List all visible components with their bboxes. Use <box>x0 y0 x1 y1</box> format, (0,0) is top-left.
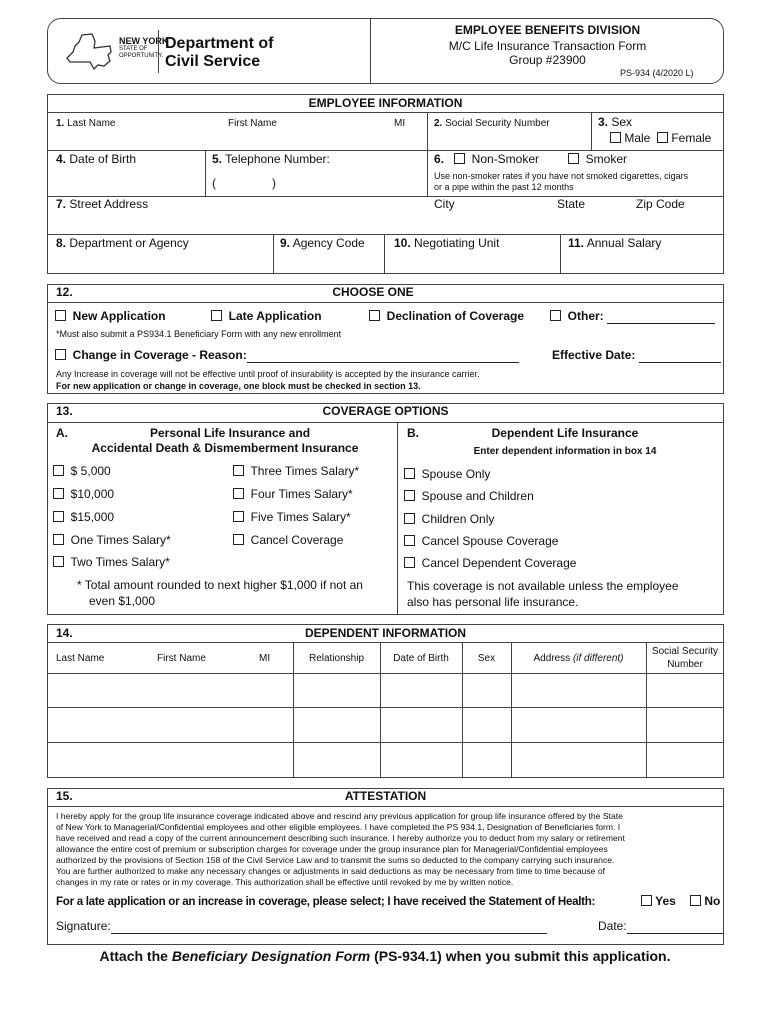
signature-label: Signature: <box>56 920 547 934</box>
divider <box>47 302 724 303</box>
dep-dob-header: Date of Birth <box>393 653 449 664</box>
divider <box>397 422 398 615</box>
signature-input-line[interactable] <box>111 922 547 934</box>
street-address-label: 7. Street Address <box>56 197 149 211</box>
male-checkbox[interactable] <box>610 132 621 143</box>
section-13-number: 13. <box>56 404 73 418</box>
five-times-salary-checkbox[interactable] <box>233 511 244 522</box>
dep-first-name-header: First Name <box>157 653 206 664</box>
attestation-title: ATTESTATION <box>344 789 427 803</box>
dep-last-name-header: Last Name <box>56 653 105 664</box>
coverage-5000-checkbox[interactable] <box>53 465 64 476</box>
divider <box>591 112 592 150</box>
telephone-area-close: ) <box>272 176 276 190</box>
salary-footnote-line2: even $1,000 <box>89 594 156 608</box>
two-times-salary-checkbox[interactable] <box>53 556 64 567</box>
children-only-checkbox[interactable] <box>404 513 415 524</box>
change-coverage-option[interactable]: Change in Coverage - Reason: <box>55 349 519 363</box>
spouse-only-checkbox[interactable] <box>404 468 415 479</box>
divider <box>47 642 724 643</box>
option-b-label: B. <box>407 426 419 440</box>
attestation-text-line4: allowance the entire cost of premium or subscription charges for coverage under the group insurance plan for Managerial/Confidential employees <box>56 844 608 854</box>
dep-relationship-header: Relationship <box>308 653 365 664</box>
option-a-label: A. <box>56 426 68 440</box>
annual-salary-label: 11. Annual Salary <box>568 236 662 250</box>
dep-ssn-header-line2: Number <box>667 659 703 670</box>
state-label: State <box>557 197 586 211</box>
smoker-checkbox[interactable] <box>568 153 579 164</box>
last-name-label: 1. Last Name <box>56 118 116 129</box>
section-12-number: 12. <box>56 285 73 299</box>
group-number: Group #23900 <box>509 53 586 67</box>
section-15-number: 15. <box>56 789 73 803</box>
coverage-5000-option[interactable]: $ 5,000 <box>53 465 111 479</box>
dep-mi-header: MI <box>259 653 271 664</box>
divider <box>384 234 385 274</box>
four-times-salary-option[interactable]: Four Times Salary* <box>233 488 353 502</box>
footer-instruction: Attach the Beneficiary Designation Form (PS-934.1) when you submit this application. <box>99 948 671 964</box>
ny-logo-text: NEW YORK <box>119 36 169 46</box>
choose-one-title: CHOOSE ONE <box>332 285 414 299</box>
dependent-footnote-line2: also has personal life insurance. <box>407 595 579 609</box>
divider <box>560 234 561 274</box>
attestation-text-line1: I hereby apply for the group life insurance coverage indicated above and rescind any previous application for group life insurance offered by the State <box>56 811 623 821</box>
divider <box>47 673 724 674</box>
logo-divider <box>158 30 159 73</box>
one-times-salary-checkbox[interactable] <box>53 534 64 545</box>
effective-date-input-line[interactable] <box>639 351 721 363</box>
agency-code-label: 9. Agency Code <box>280 236 365 250</box>
spouse-children-option[interactable]: Spouse and Children <box>404 490 534 504</box>
late-application-option[interactable]: Late Application <box>211 310 322 324</box>
smoker-note-line2: or a pipe within the past 12 months <box>434 182 574 192</box>
insurability-note: Any Increase in coverage will not be effective until proof of insurability is accepted by the insurance carrier. <box>56 369 480 379</box>
new-application-option[interactable]: New Application <box>55 310 166 324</box>
attestation-text-line2: of New York to Managerial/Confidential employees and other eligible employees. I have completed the PS 934.1, Designation of Beneficiaries form. I <box>56 822 621 832</box>
attestation-text-line3: have received and read a copy of the current announcement describing such insurance. I hereby authorize you to deduct from my salary or retirement <box>56 833 625 843</box>
cancel-dependent-option[interactable]: Cancel Dependent Coverage <box>404 557 576 571</box>
mi-label: MI <box>394 118 406 129</box>
attestation-text-line6: You are further authorized to make any necessary changes or adjustments in said deductions as may be necessary from time to time because of <box>56 866 606 876</box>
nonsmoker-option[interactable]: Non-Smoker <box>454 153 539 167</box>
negotiating-unit-label: 10. Negotiating Unit <box>394 236 500 250</box>
dob-label: 4. Date of Birth <box>56 152 137 166</box>
ny-opportunity-text: OPPORTUNITY. <box>119 53 164 59</box>
three-times-salary-option[interactable]: Three Times Salary* <box>233 465 359 479</box>
smoker-option[interactable]: Smoker <box>568 153 627 167</box>
new-application-checkbox[interactable] <box>55 310 66 321</box>
department-label: 8. Department or Agency <box>56 236 189 250</box>
form-number: PS-934 (4/2020 L) <box>620 68 694 78</box>
change-coverage-checkbox[interactable] <box>55 349 66 360</box>
smoker-status-label: 6. <box>434 152 445 166</box>
one-times-salary-option[interactable]: One Times Salary* <box>53 534 171 548</box>
dep-sex-header: Sex <box>477 653 496 664</box>
coverage-options-title: COVERAGE OPTIONS <box>322 404 449 418</box>
sex-female-option[interactable]: Female <box>657 132 711 146</box>
date-input-line[interactable] <box>627 922 723 934</box>
divider <box>205 150 206 196</box>
effective-date-label: Effective Date: <box>552 349 721 363</box>
coverage-15000-option[interactable]: $15,000 <box>53 511 114 525</box>
reason-input-line[interactable] <box>247 351 519 363</box>
divider <box>47 742 724 743</box>
three-times-salary-checkbox[interactable] <box>233 465 244 476</box>
header-divider <box>370 18 371 84</box>
spouse-children-checkbox[interactable] <box>404 490 415 501</box>
attestation-text-line5: authorized by the provisions of Section 158 of the Civil Service Law and to transmit the sums so deducted to the company carrying such insurance. <box>56 855 615 865</box>
divider <box>47 112 724 113</box>
sex-label: 3. Sex <box>598 115 633 129</box>
sex-male-option[interactable]: Male <box>610 132 650 146</box>
health-yes-checkbox[interactable] <box>641 895 652 906</box>
five-times-salary-option[interactable]: Five Times Salary* <box>233 511 351 525</box>
employee-info-title: EMPLOYEE INFORMATION <box>308 96 463 110</box>
dep-address-header: Address (if different) <box>533 653 624 664</box>
four-times-salary-checkbox[interactable] <box>233 488 244 499</box>
coverage-15000-checkbox[interactable] <box>53 511 64 522</box>
divider <box>47 196 724 197</box>
divider <box>47 150 724 151</box>
ssn-label: 2. Social Security Number <box>434 118 550 129</box>
divider <box>427 112 428 150</box>
children-only-option[interactable]: Children Only <box>404 513 494 527</box>
division-title: EMPLOYEE BENEFITS DIVISION <box>454 23 641 37</box>
option-a-title-line1: Personal Life Insurance and <box>149 426 311 440</box>
first-name-label: First Name <box>228 118 277 129</box>
health-no-checkbox[interactable] <box>690 895 701 906</box>
cancel-spouse-checkbox[interactable] <box>404 535 415 546</box>
declination-checkbox[interactable] <box>369 310 380 321</box>
divider <box>47 422 724 423</box>
cancel-coverage-option[interactable]: Cancel Coverage <box>233 534 343 548</box>
dep-ssn-header-line1: Social Security <box>651 646 719 657</box>
dept-title-line2: Civil Service <box>165 53 261 70</box>
divider <box>47 707 724 708</box>
dependent-footnote-line1: This coverage is not available unless the employee <box>407 579 679 593</box>
dependent-info-section <box>47 624 724 778</box>
two-times-salary-option[interactable]: Two Times Salary* <box>53 556 170 570</box>
other-input-line[interactable] <box>607 312 715 324</box>
ny-state-text: STATE OF <box>119 46 148 52</box>
beneficiary-note: *Must also submit a PS934.1 Beneficiary Form with any new enrollment <box>56 329 342 339</box>
zip-label: Zip Code <box>636 197 685 211</box>
dept-title-line1: Department of <box>165 35 274 52</box>
cancel-coverage-checkbox[interactable] <box>233 534 244 545</box>
date-label: Date: <box>598 920 723 934</box>
spouse-only-option[interactable]: Spouse Only <box>404 468 490 482</box>
section13-note: For new application or change in coverage, one block must be checked in section 13. <box>56 381 421 391</box>
health-yes-option[interactable]: Yes <box>641 895 676 909</box>
other-checkbox[interactable] <box>550 310 561 321</box>
option-b-title: Dependent Life Insurance <box>491 426 639 440</box>
divider <box>47 234 724 235</box>
dependent-info-title: DEPENDENT INFORMATION <box>304 626 467 640</box>
divider <box>273 234 274 274</box>
option-b-subtitle: Enter dependent information in box 14 <box>473 446 657 457</box>
nonsmoker-checkbox[interactable] <box>454 153 465 164</box>
other-option[interactable]: Other: <box>550 310 715 324</box>
cancel-spouse-option[interactable]: Cancel Spouse Coverage <box>404 535 558 549</box>
city-label: City <box>434 197 455 211</box>
coverage-10000-checkbox[interactable] <box>53 488 64 499</box>
form-name: M/C Life Insurance Transaction Form <box>448 39 647 53</box>
telephone-label: 5. Telephone Number: <box>212 152 330 166</box>
salary-footnote-line1: * Total amount rounded to next higher $1,000 if not an <box>77 578 363 592</box>
telephone-area-open: ( <box>212 176 216 190</box>
option-a-title-line2: Accidental Death & Dismemberment Insurance <box>91 441 359 455</box>
divider <box>47 806 724 807</box>
cancel-dependent-checkbox[interactable] <box>404 557 415 568</box>
statement-of-health-question: For a late application or an increase in coverage, please select; I have received the Statement of Health: <box>56 895 596 908</box>
divider <box>427 150 428 196</box>
ny-state-map-logo <box>64 32 114 72</box>
section-14-number: 14. <box>56 626 73 640</box>
health-no-option[interactable]: No <box>690 895 720 909</box>
female-checkbox[interactable] <box>657 132 668 143</box>
declination-option[interactable]: Declination of Coverage <box>369 310 524 324</box>
late-application-checkbox[interactable] <box>211 310 222 321</box>
attestation-text-line7: changes in my rate or rates or in my coverage. This authorization shall be effective until revoked by me by written notice. <box>56 877 514 887</box>
smoker-note-line1: Use non-smoker rates if you have not smoked cigarettes, cigars <box>434 171 689 181</box>
coverage-10000-option[interactable]: $10,000 <box>53 488 114 502</box>
